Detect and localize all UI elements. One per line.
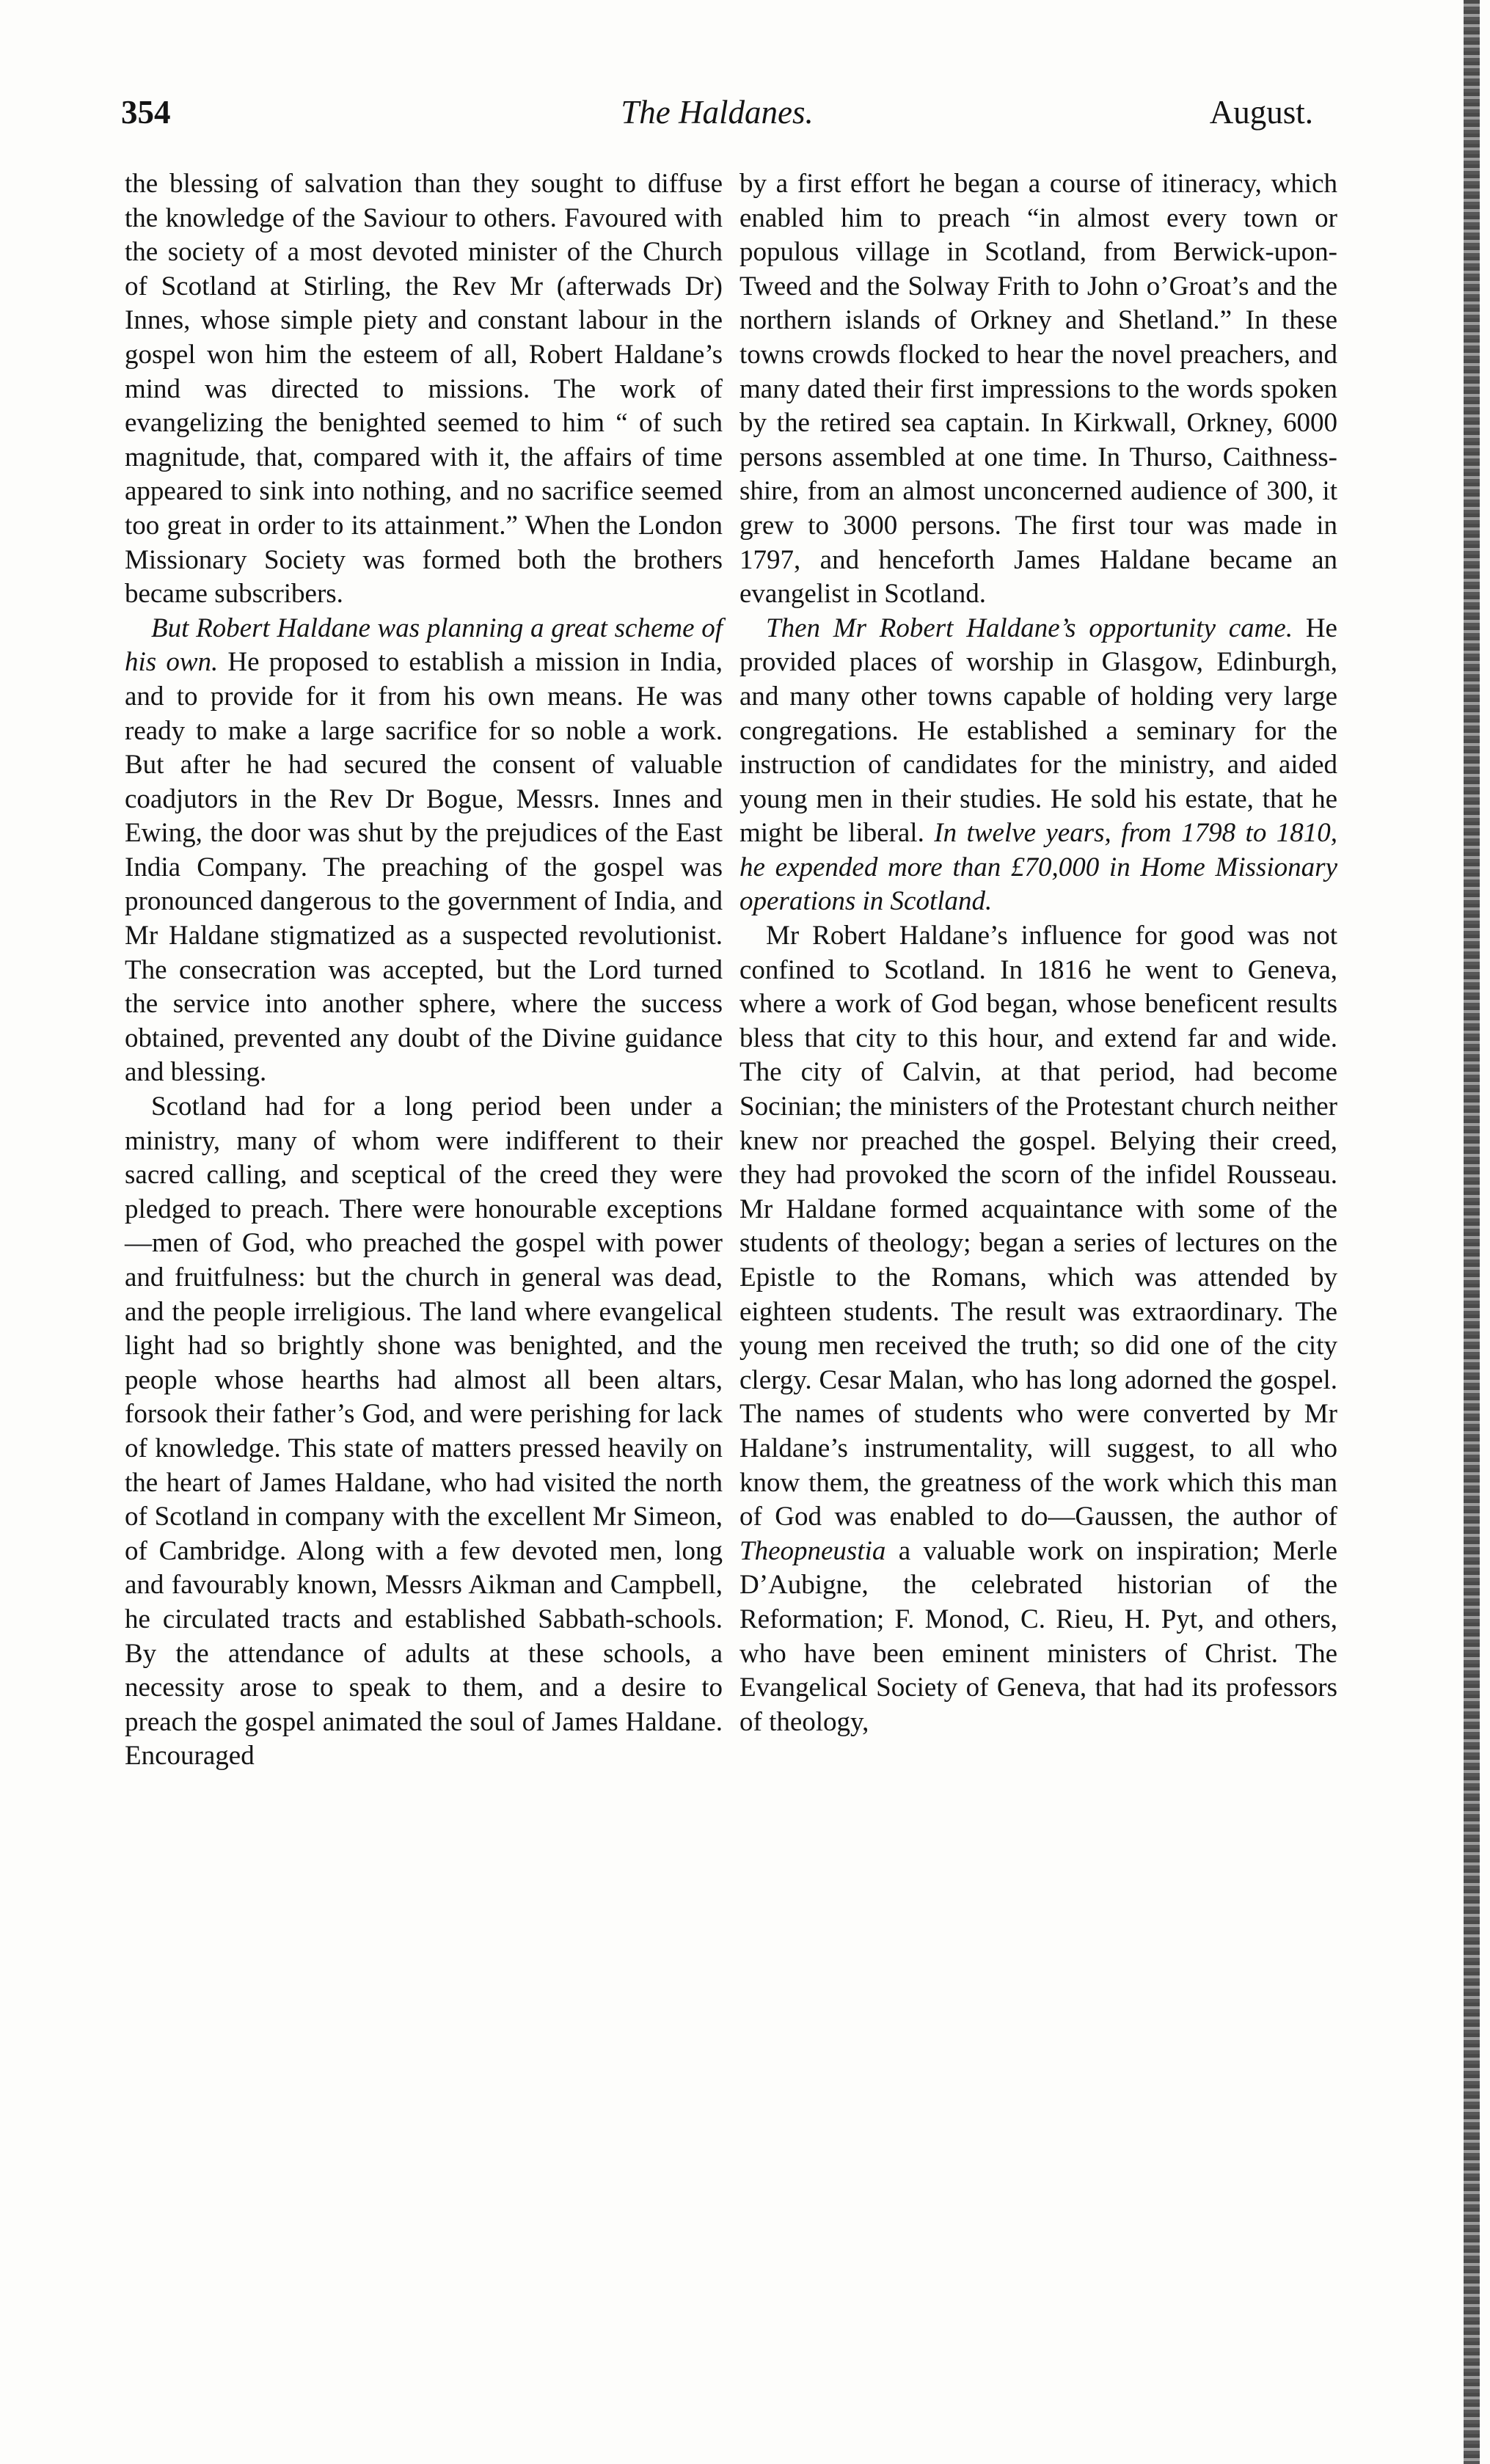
right-paragraph-2-italic-end: In twelve years, from 1798 to 1810, he expended more than £70,000 in Home Missionary operations in Scotland.	[739, 818, 1337, 917]
right-paragraph-3-text-b: a valuable work on inspiration; Merle D’Aubigne, the celebrated historian of the Reformation; F. Monod, C. Rieu, H. Pyt, and others, who have been eminent ministers of Christ. The Evangelical Society of Geneva, that had its professors of theology,	[739, 1535, 1337, 1737]
right-column	[739, 167, 1337, 1739]
issue-month: August.	[1209, 94, 1313, 131]
left-paragraph-2-text: He proposed to establish a mission in India, and to provide for it from his own means. He was ready to make a large sacrifice for so noble a work. But after he had secured the consent of valuable coadjutors in the Rev Dr Bogue, Messrs. Innes and Ewing, the door was shut by the prejudices of the East India Company. The preaching of the gospel was pronounced dangerous to the government of India, and Mr Haldane stigmatized as a suspected revolutionist. The consecration was accepted, but the Lord turned the service into another sphere, where the success obtained, prevented any doubt of the Divine guidance and blessing.	[125, 647, 723, 1088]
left-paragraph-2	[125, 612, 723, 1090]
left-paragraph-1: the blessing of salvation than they sought to diffuse the knowledge of the Saviour to others. Favoured with the society of a most devoted minister of the Church of Scotland at Stirling, the Rev Mr (afterwads Dr) Innes, whose simple piety and constant labour in the gospel won him the esteem of all, Robert Haldane’s mind was directed to missions. The work of evangelizing the benighted seemed to him “ of such magnitude, that, compared with it, the affairs of time appeared to sink into nothing, and no sacrifice seemed too great in order to its attainment.” When the London Missionary Society was formed both the brothers became subscribers.	[125, 169, 723, 610]
running-head	[121, 87, 1313, 138]
page-number: 354	[121, 94, 171, 131]
right-paragraph-2-italic: Then Mr Robert Haldane’s opportunity came.	[766, 613, 1293, 643]
left-column	[125, 167, 723, 1774]
right-paragraph-3	[739, 919, 1337, 1739]
left-paragraph-3: Scotland had for a long period been under a ministry, many of whom were indifferent to their sacred calling, and sceptical of the creed they were pledged to preach. There were honourable exceptions—men of God, who preached the gospel with power and fruitfulness: but the church in general was dead, and the people irreligious. The land where evangelical light had so brightly shone was benighted, and the people whose hearths had almost all been altars, forsook their father’s God, and were perishing for lack of knowledge. This state of matters pressed heavily on the heart of James Haldane, who had visited the north of Scotland in company with the excellent Mr Simeon, of Cambridge. Along with a few devoted men, long and favourably known, Messrs Aikman and Campbell, he circulated tracts and established Sabbath-schools. By the attendance of adults at these schools, a necessity arose to speak to them, and a desire to preach the gospel animated the soul of James Haldane. Encouraged	[125, 1092, 723, 1772]
left-paragraph-2-italic: But Robert Haldane was planning a great scheme of his own.	[125, 613, 723, 678]
right-paragraph-3-italic: Theopneustia	[739, 1535, 886, 1566]
right-paragraph-2-text: He provided places of worship in Glasgow, Edinburgh, and many other towns capable of holding very large congregations. He established a seminary for the instruction of candidates for the ministry, and aided young men in their studies. He sold his estate, that he might be liberal.	[739, 613, 1337, 849]
right-paragraph-1: by a first effort he began a course of itineracy, which enabled him to preach “in almost every town or populous village in Scotland, from Berwick-upon-Tweed and the Solway Frith to John o’Groat’s and the northern islands of Orkney and Shetland.” In these towns crowds flocked to hear the novel preachers, and many dated their first impressions to the words spoken by the retired sea captain. In Kirkwall, Orkney, 6000 persons assembled at one time. In Thurso, Caithness-shire, from an almost unconcerned audience of 300, it grew to 3000 persons. The first tour was made in 1797, and henceforth James Haldane became an evangelist in Scotland.	[739, 169, 1337, 610]
running-title: The Haldanes.	[621, 94, 814, 131]
right-paragraph-2	[739, 612, 1337, 919]
right-paragraph-3-text-a: Mr Robert Haldane’s influence for good was not confined to Scotland. In 1816 he went to Geneva, where a work of God began, whose beneficent results bless that city to this hour, and extend far and wide. The city of Calvin, at that period, had become Socinian; the ministers of the Protestant church neither knew nor preached the gospel. Belying their creed, they had provoked the scorn of the infidel Rousseau. Mr Haldane formed acquaintance with some of the students of theology; began a series of lectures on the Epistle to the Romans, which was attended by eighteen students. The result was extraordinary. The young men received the truth; so did one of the city clergy. Cesar Malan, who has long adorned the gospel. The names of students who were converted by Mr Haldane’s instrumentality, will suggest, to all who know them, the greatness of the work which this man of God was enabled to do—Gaussen, the author of	[739, 921, 1337, 1532]
binding-edge	[1464, 0, 1480, 2464]
